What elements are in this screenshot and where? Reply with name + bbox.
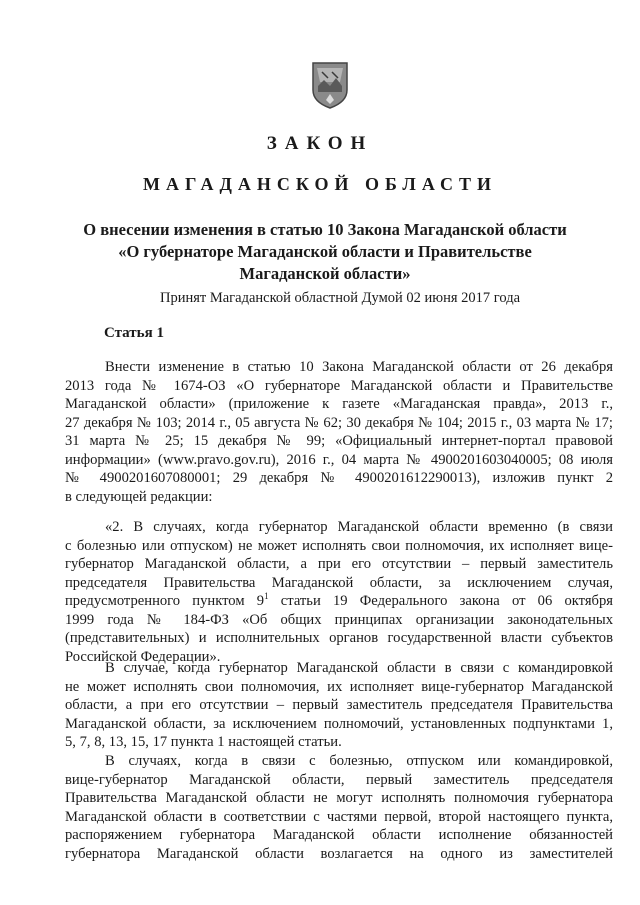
text-line: в следующей редакции:	[65, 488, 213, 505]
law-heading: ЗАКОН	[266, 133, 374, 154]
text-line: Российской Федерации».	[65, 648, 221, 665]
text-line: не может исполнять свои полномочия, их исполняет вице-губернатор Магаданской	[65, 678, 613, 695]
text-line	[65, 592, 613, 611]
text-line: Магаданской области» (приложение к газете «Магаданская правда», 2013 г.,	[65, 396, 613, 412]
text-line: распоряжением губернатора Магаданской области исполнение обязанностей	[65, 827, 613, 843]
region-heading: МАГАДАНСКОЙ ОБЛАСТИ	[143, 174, 497, 194]
law-title-line: О внесении изменения в статью 10 Закона Магаданской области	[83, 220, 567, 239]
text-line: 5, 7, 8, 13, 15, 17 пункта 1 настоящей статьи.	[65, 734, 342, 750]
paragraph-1	[65, 518, 613, 666]
text-line: 2013 года № 1674-ОЗ «О губернаторе Магаданской области и Правительстве	[65, 377, 613, 394]
text-line: 27 декабря № 103; 2014 г., 05 августа № 62; 30 декабря № 104; 2015 г., 03 марта № 17;	[65, 414, 613, 431]
text-line: «2. В случаях, когда губернатор Магаданской области временно (в связи	[105, 519, 613, 535]
text-fragment: статьи 19 Федерального закона от 06 октября	[268, 593, 613, 609]
adoption-note: Принят Магаданской областной Думой 02 июня 2017 года	[159, 290, 521, 306]
article-heading: Статья 1	[104, 325, 164, 341]
text-line: Внести изменение в статью 10 Закона Магаданской области от 26 декабря	[105, 359, 613, 375]
law-title	[80, 219, 570, 285]
text-line: (представительных) и исполнительных органов государственной власти субъектов	[65, 630, 613, 646]
text-line: председателя Правительства Магаданской области, за исключением случая,	[65, 574, 613, 591]
text-line: Правительства Магаданской области не могут исполнять полномочия губернатора	[65, 790, 613, 806]
paragraph-2	[65, 659, 613, 752]
text-line: Магаданской области, за исключением полномочий, установленных подпунктами 1,	[65, 715, 613, 732]
text-line: вице-губернатор Магаданской области, первый заместитель председателя	[65, 771, 613, 788]
text-line: с болезнью или отпуском) не может исполнять свои полномочия, их исполняет вице-	[65, 537, 613, 554]
text-line: В случае, когда губернатор Магаданской области в связи с командировкой	[105, 660, 613, 676]
text-line: 31 марта № 25; 15 декабря № 99; «Официальный интернет-портал правовой	[65, 433, 613, 449]
text-fragment: предусмотренного пунктом 9	[65, 593, 265, 609]
coat-of-arms-icon	[310, 60, 350, 110]
text-line: губернатора Магаданской области возлагается на одного из заместителей	[65, 845, 613, 862]
text-line: области, а при его отсутствии – первый заместитель председателя Правительства	[65, 697, 613, 713]
text-line: губернатор Магаданской области, а при его отсутствии – первый заместитель	[65, 556, 613, 572]
intro-paragraph	[65, 358, 613, 506]
law-title-line: Магаданской области»	[239, 264, 411, 283]
text-line: Магаданской области в соответствии с частями первой, второй настоящего пункта,	[65, 808, 613, 825]
superscript: 1	[264, 591, 269, 602]
law-title-line: «О губернаторе Магаданской области и Правительстве	[118, 242, 532, 261]
text-line: информации» (www.pravo.gov.ru), 2016 г., 04 марта № 4900201603040005; 08 июля	[65, 451, 613, 468]
text-line: № 4900201607080001; 29 декабря № 4900201612290013), изложив пункт 2	[65, 470, 613, 486]
paragraph-3	[65, 752, 613, 863]
text-line: В случаях, когда в связи с болезнью, отпуском или командировкой,	[105, 753, 613, 769]
text-line: 1999 года № 184-ФЗ «Об общих принципах организации законодательных	[65, 611, 613, 628]
